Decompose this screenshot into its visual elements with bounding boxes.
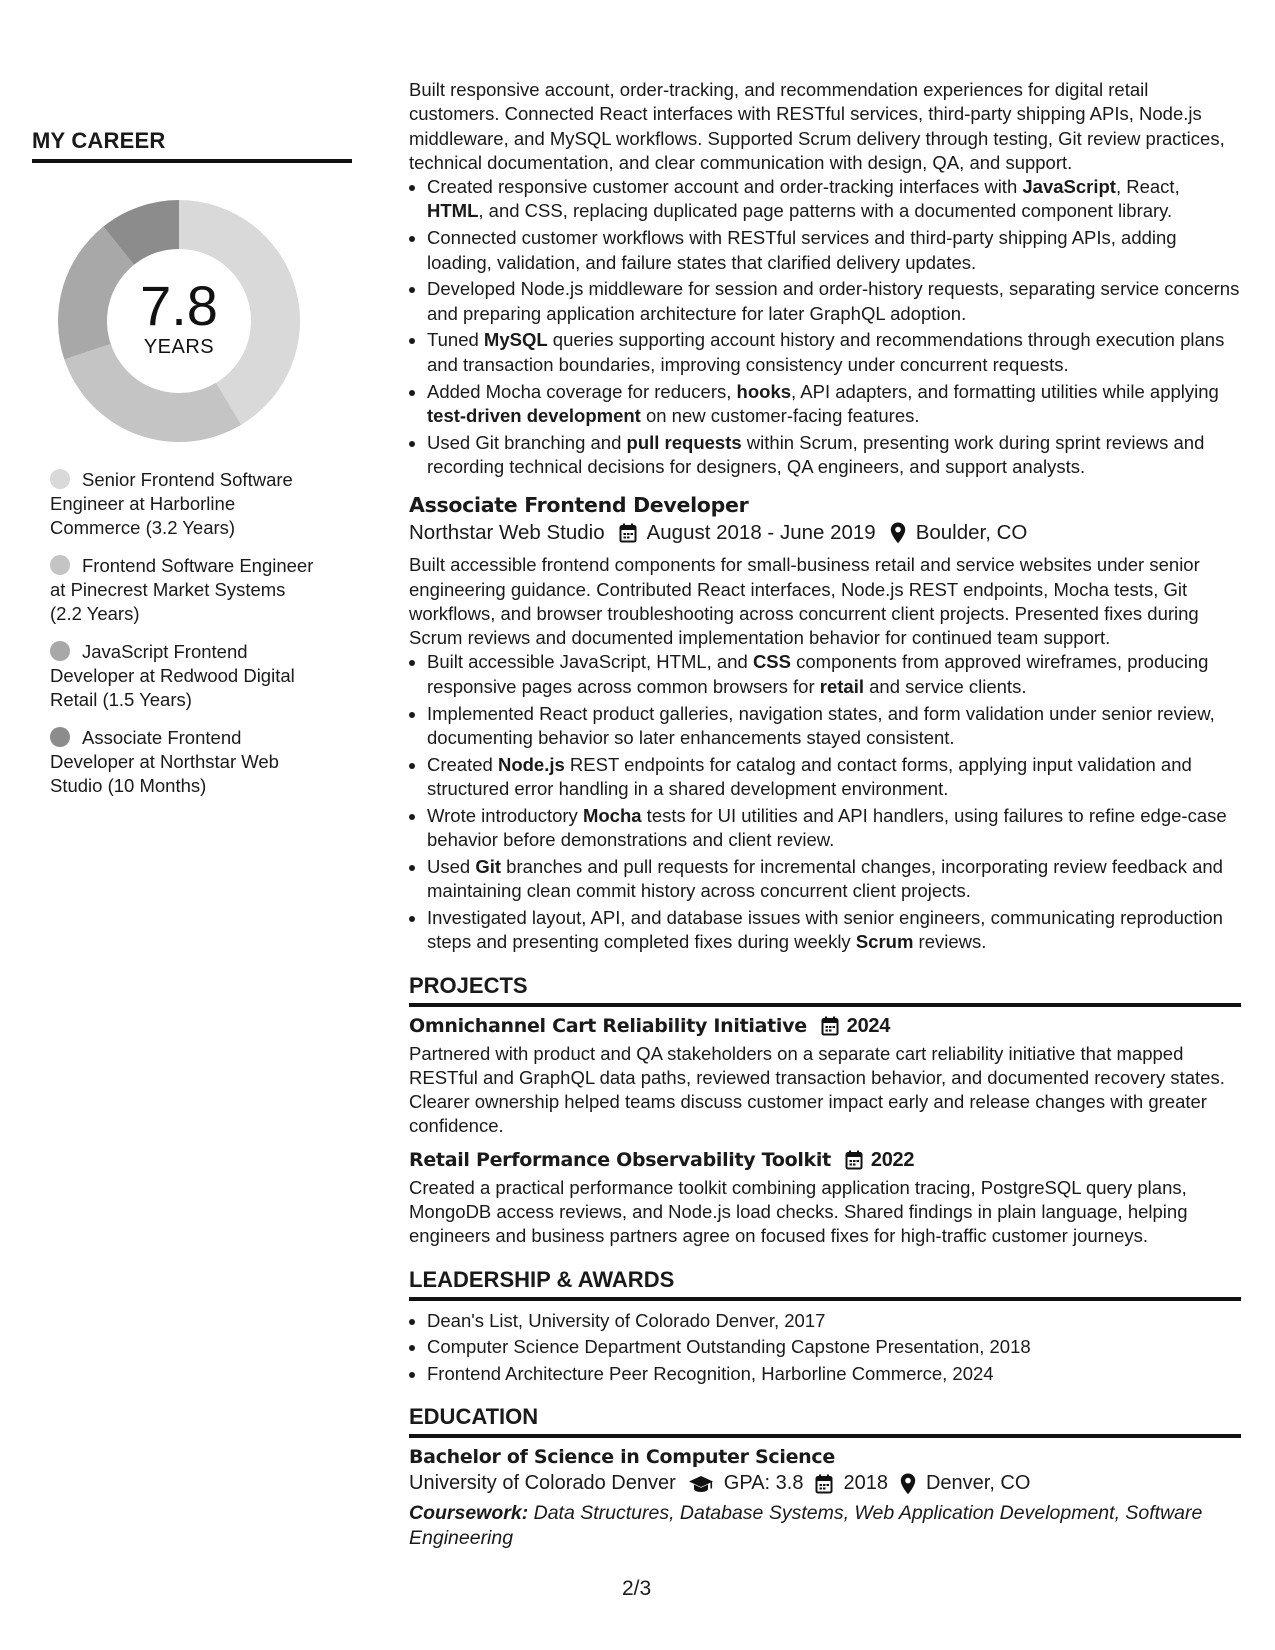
project-title: Retail Performance Observability Toolkit: [409, 1149, 831, 1172]
project-item: [409, 1015, 1241, 1139]
legend-label: Frontend Software Engineer at Pinecrest Market Systems (2.2 Years): [50, 555, 314, 624]
calendar-icon: [619, 523, 637, 543]
coursework: [409, 1501, 1229, 1551]
legend-label: Senior Frontend Software Engineer at Harborline Commerce (3.2 Years): [50, 469, 293, 538]
coursework-label: Coursework:: [409, 1502, 529, 1525]
legend-swatch: [50, 641, 70, 661]
donut-center: [56, 198, 302, 444]
legend-swatch: [50, 555, 70, 575]
career-legend: [50, 468, 322, 798]
project-description: Partnered with product and QA stakeholders on a separate cart reliability initiative that mapped RESTful and GraphQL data paths, reviewed transaction behavior, and documented recovery states. Clearer ownership helped teams discuss customer impact early and release changes with greater confidence.: [409, 1042, 1225, 1137]
award-item: • Frontend Architecture Peer Recognition, Harborline Commerce, 2024: [427, 1362, 1241, 1386]
gpa: GPA: 3.8: [723, 1472, 804, 1495]
job-location: Boulder, CO: [915, 521, 1028, 545]
career-donut-chart: [56, 198, 302, 444]
job-bullet: • Implemented React product galleries, navigation states, and form validation under senior review, documenting behavior so later enhancements stayed consistent.: [427, 702, 1241, 751]
legend-item: [50, 554, 322, 626]
map-pin-icon: [890, 522, 906, 544]
legend-item: [50, 726, 322, 798]
job-bullet: • Built accessible JavaScript, HTML, and CSS components from approved wireframes, producing responsive pages across common browsers for retail and service clients.: [427, 650, 1241, 699]
award-item: • Dean's List, University of Colorado Denver, 2017: [427, 1309, 1241, 1333]
legend-label: JavaScript Frontend Developer at Redwood Digital Retail (1.5 Years): [50, 641, 295, 710]
school-location: Denver, CO: [925, 1472, 1031, 1495]
legend-item: [50, 468, 322, 540]
legend-label: Associate Frontend Developer at Northstar Web Studio (10 Months): [50, 727, 279, 796]
prev-job-bullet: • Used Git branching and pull requests within Scrum, presenting work during sprint reviews and recording technical decisions for designers, QA engineers, and support analysts.: [427, 431, 1241, 480]
total-years-label: YEARS: [143, 335, 215, 358]
project-title-row: [409, 1149, 1241, 1172]
graduation-cap-icon: [688, 1475, 714, 1493]
job-dates: August 2018 - June 2019: [646, 521, 876, 545]
map-pin-icon: [900, 1473, 916, 1495]
project-item: [409, 1149, 1241, 1249]
prev-job-bullets: [409, 175, 1241, 479]
calendar-icon: [845, 1150, 863, 1170]
prev-job-bullet: • Created responsive customer account and order-tracking interfaces with JavaScript, React, HTML, and CSS, replacing duplicated page patterns with a documented component library.: [427, 175, 1241, 224]
project-year: 2024: [846, 1014, 891, 1037]
job-bullet: • Used Git branches and pull requests for incremental changes, incorporating review feedback and maintaining clean commit history across concurrent client projects.: [427, 855, 1241, 904]
legend-swatch: [50, 727, 70, 747]
page-number: 2/3: [622, 1577, 652, 1600]
school-name: University of Colorado Denver: [409, 1472, 676, 1495]
job-summary: Built accessible frontend components for small-business retail and service websites under senior engineering guidance. Contributed React interfaces, Node.js REST endpoints, Mocha tests, Git workflows, and browser troubleshooting across concurrent client projects. Presented fixes during Scrum reviews and documented implementation behavior for continued team support.: [409, 554, 1200, 649]
job-bullets: [409, 650, 1241, 954]
prev-job-summary: Built responsive account, order-tracking, and recommendation experiences for digital retail customers. Connected React interfaces with RESTful services, third-party shipping APIs, Node.js middleware, and MySQL workflows. Supported Scrum delivery through testing, Git review practices, technical documentation, and clear communication with design, QA, and support.: [409, 79, 1225, 173]
legend-item: [50, 640, 322, 712]
calendar-icon: [821, 1016, 839, 1036]
graduation-year: 2018: [843, 1472, 888, 1495]
job-company: Northstar Web Studio: [409, 521, 605, 545]
prev-job-bullet: • Developed Node.js middleware for session and order-history requests, separating service concerns and preparing application architecture for later GraphQL adoption.: [427, 277, 1241, 326]
prev-job-bullet: • Connected customer workflows with RESTful services and third-party shipping APIs, adding loading, validation, and failure states that clarified delivery updates.: [427, 226, 1241, 275]
job-meta: [409, 521, 1241, 545]
awards-list: [409, 1309, 1241, 1387]
calendar-icon: [815, 1474, 833, 1494]
total-years-number: 7.8: [140, 273, 218, 337]
prev-job-bullet: • Tuned MySQL queries supporting account history and recommendations through execution plans and transaction boundaries, improving consistency under concurrent requests.: [427, 328, 1241, 377]
job-bullet: • Investigated layout, API, and database issues with senior engineers, communicating reproduction steps and presenting completed fixes during weekly Scrum reviews.: [427, 906, 1241, 955]
legend-swatch: [50, 469, 70, 489]
project-description: Created a practical performance toolkit combining application tracing, PostgreSQL query plans, MongoDB access reviews, and Node.js load checks. Shared findings in plain language, helping engineers and business partners agree on focused fixes for high-traffic customer journeys.: [409, 1176, 1188, 1247]
job-title: Associate Frontend Developer: [409, 493, 749, 518]
career-sidebar: [32, 128, 352, 812]
award-item: • Computer Science Department Outstanding Capstone Presentation, 2018: [427, 1335, 1241, 1359]
career-heading: MY CAREER: [32, 128, 352, 163]
prev-job-bullet: • Added Mocha coverage for reducers, hooks, API adapters, and formatting utilities while applying test-driven development on new customer-facing features.: [427, 380, 1241, 429]
awards-heading: LEADERSHIP & AWARDS: [409, 1267, 1241, 1301]
project-title: Omnichannel Cart Reliability Initiative: [409, 1015, 807, 1037]
job-bullet: • Created Node.js REST endpoints for catalog and contact forms, applying input validation and structured error handling in a shared development environment.: [427, 753, 1241, 802]
project-year: 2022: [870, 1148, 915, 1171]
project-title-row: [409, 1015, 1241, 1038]
education-meta: [409, 1472, 1241, 1495]
projects-heading: PROJECTS: [409, 973, 1241, 1007]
education-heading: EDUCATION: [409, 1404, 1241, 1438]
job-bullet: • Wrote introductory Mocha tests for UI utilities and API handlers, using failures to refine edge-case behavior before demonstrations and client review.: [427, 804, 1241, 853]
degree-title: Bachelor of Science in Computer Science: [409, 1446, 835, 1469]
resume-main: [409, 78, 1241, 1551]
coursework-list: Data Structures, Database Systems, Web Application Development, Software Engineering: [409, 1502, 1203, 1550]
projects-list: [409, 1015, 1241, 1249]
